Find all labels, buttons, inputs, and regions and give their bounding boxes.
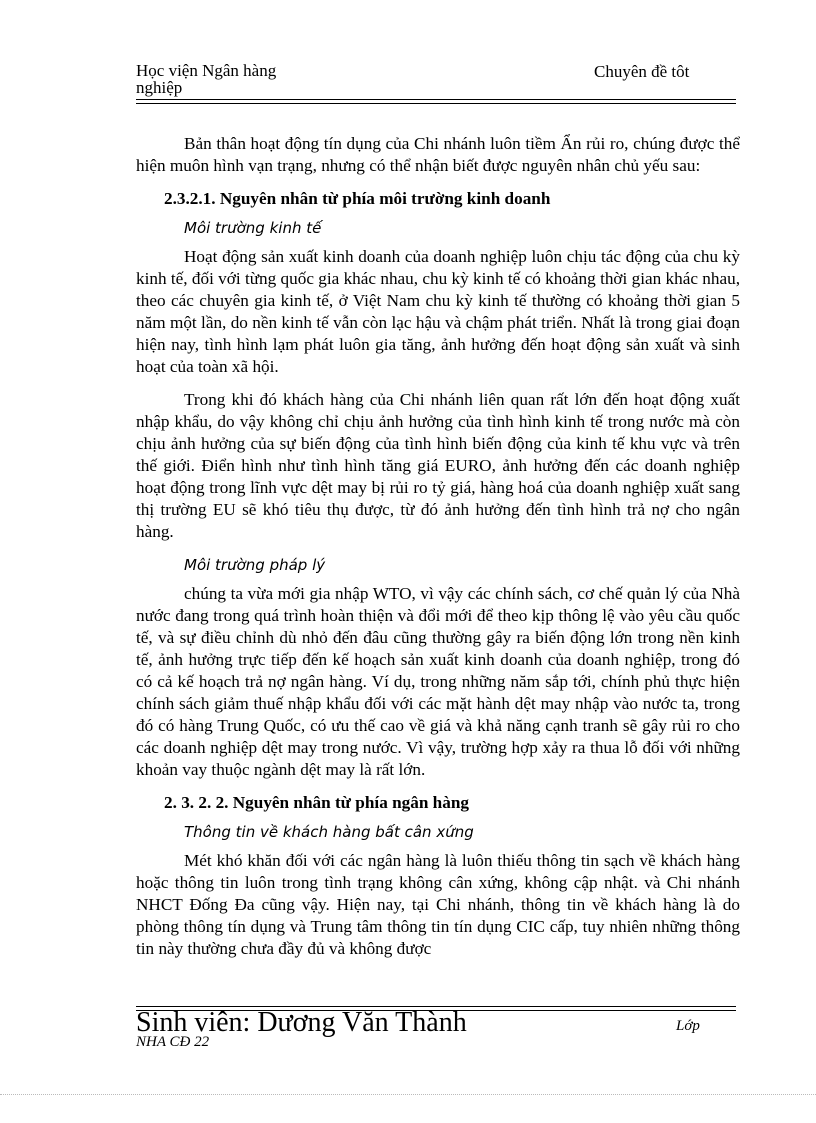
paragraph-customer-info: Mét khó khăn đối với các ngân hàng là luôn thiếu thông tin sạch về khách hàng hoặc thông tin luôn trong tình trạng không cân xứng, không cập nhật. và Chi nhánh NHCT Đống Đa cũng vậy. Hiện nay, tại Chi nhánh, thông tin về khách hàng là do phòng thông tín dụng và Trung tâm thông tin tín dụng CIC cấp, tuy nhiên những thông tin này thường chưa đầy đủ và không được bbox=[136, 851, 740, 958]
footer-student-name: Sinh viên: Dương Văn Thành bbox=[136, 1007, 467, 1038]
header-rule-top bbox=[136, 99, 736, 100]
subheading-economic-environment: Môi trường kinh tế bbox=[184, 219, 322, 237]
header-institution bbox=[136, 62, 276, 96]
subheading-asymmetric-info: Thông tin về khách hàng bất cân xứng bbox=[184, 823, 474, 841]
section-heading-2-3-2-1: 2.3.2.1. Nguyên nhân từ phía môi trường kinh doanh bbox=[164, 189, 551, 208]
paragraph-economic-cycle: Hoạt động sản xuất kinh doanh của doanh nghiệp luôn chịu tác động của chu kỳ kinh tế, đối với từng quốc gia khác nhau, chu kỳ kinh tế có khoảng thời gian khác nhau, theo các chuyên gia kinh tế, ở Việt Nam chu kỳ kinh tế thường có khoảng thời gian 5 năm một lần, do nền kinh tế vẫn còn lạc hậu và chậm phát triển. Nhất là trong giai đoạn hiện nay, tình hình lạm phát luôn gia tăng, ảnh hưởng đến hoạt động sản xuất và sinh hoạt của toàn xã hội. bbox=[136, 247, 740, 376]
page-body bbox=[136, 133, 740, 971]
header-institution-wrap: nghiệp bbox=[136, 78, 183, 97]
paragraph-import-export: Trong khi đó khách hàng của Chi nhánh liên quan rất lớn đến hoạt động xuất nhập khẩu, do vậy không chỉ chịu ảnh hưởng của tình hình kinh tế trong nước mà còn chịu ảnh hưởng của sự biến động của tình hình biến động của kinh tế khu vực và trên thế giới. Điển hình như tình hình tăng giá EURO, ảnh hưởng đến các doanh nghiệp hoạt động trong lĩnh vực dệt may bị rủi ro tỷ giá, hàng hoá của doanh nghiệp xuất sang thị trường EU sẽ khó tiêu thụ được, từ đó ảnh hưởng đến tình hình trả nợ cho ngân hàng. bbox=[136, 390, 740, 541]
paragraph-intro: Bản thân hoạt động tín dụng của Chi nhánh luôn tiềm Ẩn rủi ro, chúng được thể hiện muôn hình vạn trạng, nhưng có thể nhận biết được nguyên nhân chủ yếu sau: bbox=[136, 134, 740, 175]
footer-class-label: Lớp bbox=[676, 1018, 700, 1034]
header-rule-bottom bbox=[136, 103, 736, 104]
header-doc-type: Chuyên đề tôt bbox=[594, 62, 690, 81]
paragraph-wto: chúng ta vừa mới gia nhập WTO, vì vậy các chính sách, cơ chế quản lý của Nhà nước đang trong quá trình hoàn thiện và đổi mới để theo kịp thông lệ vào yêu cầu quốc tế, và sự điều chỉnh dù nhỏ đến đâu cũng thường gây ra biến động lớn trong nền kinh tế, ảnh hưởng trực tiếp đến kế hoạch sản xuất kinh doanh của doanh nghiệp, trong đó có cả kế hoạch trả nợ ngân hàng. Ví dụ, trong những năm sắp tới, chính phủ thực hiện chính sách giảm thuế nhập khẩu đối với các mặt hành dệt may nhập vào nước ta, trong đó có hàng Trung Quốc, có ưu thế cao về giá và khả năng cạnh tranh sẽ gây rủi ro cho các doanh nghiệp dệt may trong nước. Vì vậy, trường hợp xảy ra thua lỗ đối với những khoản vay thuộc ngành dệt may là rất lớn. bbox=[136, 584, 740, 779]
header-institution-name: Học viện Ngân hàng bbox=[136, 61, 277, 80]
section-heading-2-3-2-2: 2. 3. 2. 2. Nguyên nhân từ phía ngân hàng bbox=[164, 793, 469, 812]
subheading-legal-environment: Môi trường pháp lý bbox=[184, 556, 326, 574]
footer-class-value: NHA CĐ 22 bbox=[136, 1034, 210, 1050]
page-bottom-divider bbox=[0, 1094, 816, 1095]
